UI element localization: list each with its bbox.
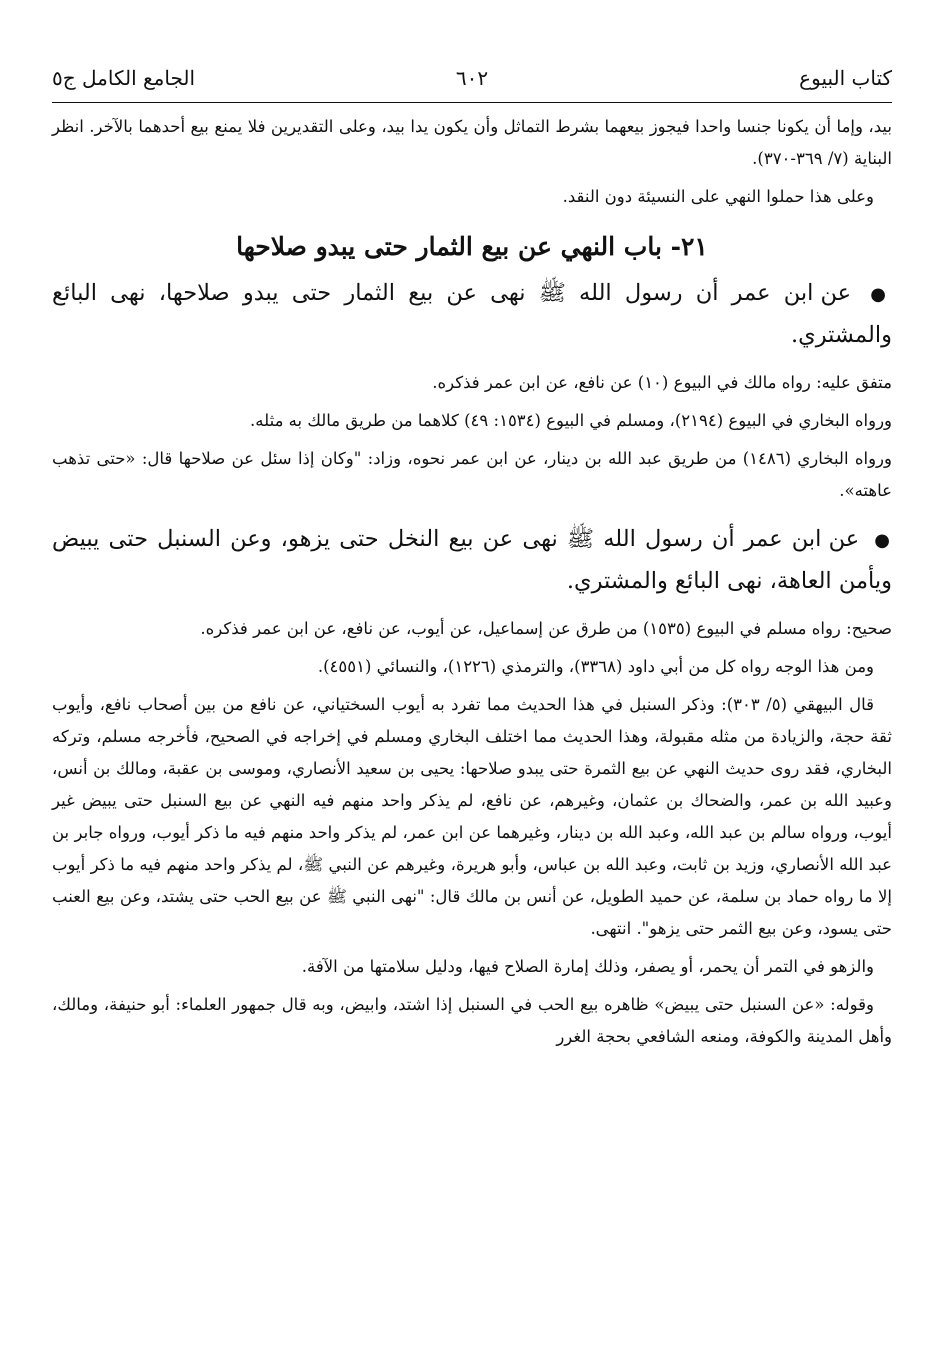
header-section-title: كتاب البيوع [799, 66, 892, 90]
header-book-title: الجامع الكامل ج٥ [52, 66, 196, 90]
takhrij-block [52, 613, 892, 1053]
takhrij-paragraph: صحيح: رواه مسلم في البيوع (١٥٣٥) من طرق عن إسماعيل، عن أيوب، عن نافع، عن ابن عمر فذكره. [200, 619, 892, 638]
chapter-title: ٢١- باب النهي عن بيع الثمار حتى يبدو صلاحها [236, 232, 708, 261]
hadith-body: عن ابن عمر أن رسول الله ﷺ نهى عن بيع النخل حتى يزهو، وعن السنبل حتى يبيض ويأمن العاهة، نهى البائع والمشتري. [52, 526, 892, 594]
running-header [52, 62, 892, 94]
book-page [52, 62, 892, 1053]
takhrij-paragraph: متفق عليه: رواه مالك في البيوع (١٠) عن نافع، عن ابن عمر فذكره. [432, 373, 892, 392]
takhrij-paragraph: ورواه البخاري (١٤٨٦) من طريق عبد الله بن دينار، عن ابن عمر نحوه، وزاد: "وكان إذا سئل عن صلاحها قال: «حتى تذهب عاهته». [52, 449, 892, 500]
note-paragraph: وعلى هذا حملوا النهي على النسيئة دون النقد. [562, 187, 874, 206]
hadith-body: عن ابن عمر أن رسول الله ﷺ نهى عن بيع الثمار حتى يبدو صلاحها، نهى البائع والمشتري. [52, 280, 892, 348]
takhrij-paragraph: ومن هذا الوجه رواه كل من أبي داود (٣٣٦٨)، والترمذي (١٢٢٦)، والنسائي (٤٥٥١). [317, 657, 874, 676]
continuation-paragraph: بيد، وإما أن يكونا جنسا واحدا فيجوز بيعهما بشرط التماثل وأن يكون يدا بيد، وعلى التقديرين فلا يمنع بيع أحدهما بالآخر. انظر البناية (٧/ ٣٦٩-٣٧٠). [52, 117, 892, 168]
takhrij-block [52, 367, 892, 507]
bullet-icon: ● [874, 530, 892, 551]
commentary-paragraph: وقوله: «عن السنبل حتى يبيض» ظاهره بيع الحب في السنبل إذا اشتد، وابيض، وبه قال جمهور العلماء: أبو حنيفة، ومالك، وأهل المدينة والكوفة، ومنعه الشافعي بحجة الغرر [52, 995, 892, 1046]
hadith-text [52, 273, 892, 355]
commentary-paragraph: والزهو في التمر أن يحمر، أو يصفر، وذلك إمارة الصلاح فيها، ودليل سلامتها من الآفة. [301, 957, 874, 976]
commentary-paragraph: قال البيهقي (٥/ ٣٠٣): وذكر السنبل في هذا الحديث مما تفرد به أيوب السختياني، عن نافع من بين أصحاب نافع، وأيوب ثقة حجة، والزيادة من مثله مقبولة، وهذا الحديث مما اختلف البخاري ومسلم في إخراجه في الصحيح، فأخرجه مسلم، وتركه البخاري، فقد روى حديث النهي عن بيع الثمرة حتى يبدو صلاحها: يحيى بن سعيد الأنصاري، وموسى بن عقبة، ومالك بن أنس، وعبيد الله بن عمر، والضحاك بن عثمان، وغيرهم، عن نافع، لم يذكر واحد منهم فيه النهي عن بيع السنبل حتى يبيض غير أيوب، ورواه سالم بن عبد الله، وعبد الله بن دينار، وغيرهما عن ابن عمر، لم يذكر واحد منهم فيه ما ذكر أيوب، ورواه جابر بن عبد الله الأنصاري، وزيد بن ثابت، وعبد الله بن عباس، وأبو هريرة، وغيرهم عن النبي ﷺ، لم يذكر واحد منهم فيه ما ذكر أيوب إلا ما رواه حماد بن سلمة، عن حميد الطويل، عن أنس بن مالك قال: "نهى النبي ﷺ عن بيع الحب حتى يشتد، وعن بيع العنب حتى يسود، وعن بيع الثمر حتى يزهو". انتهى. [52, 695, 892, 938]
takhrij-paragraph: ورواه البخاري في البيوع (٢١٩٤)، ومسلم في البيوع (١٥٣٤: ٤٩) كلاهما من طريق مالك به مثله. [250, 411, 892, 430]
page-number: ٦٠٢ [455, 66, 489, 90]
header-rule [52, 102, 892, 103]
hadith-text [52, 519, 892, 601]
previous-section-end [52, 111, 892, 213]
bullet-icon: ● [870, 284, 892, 305]
